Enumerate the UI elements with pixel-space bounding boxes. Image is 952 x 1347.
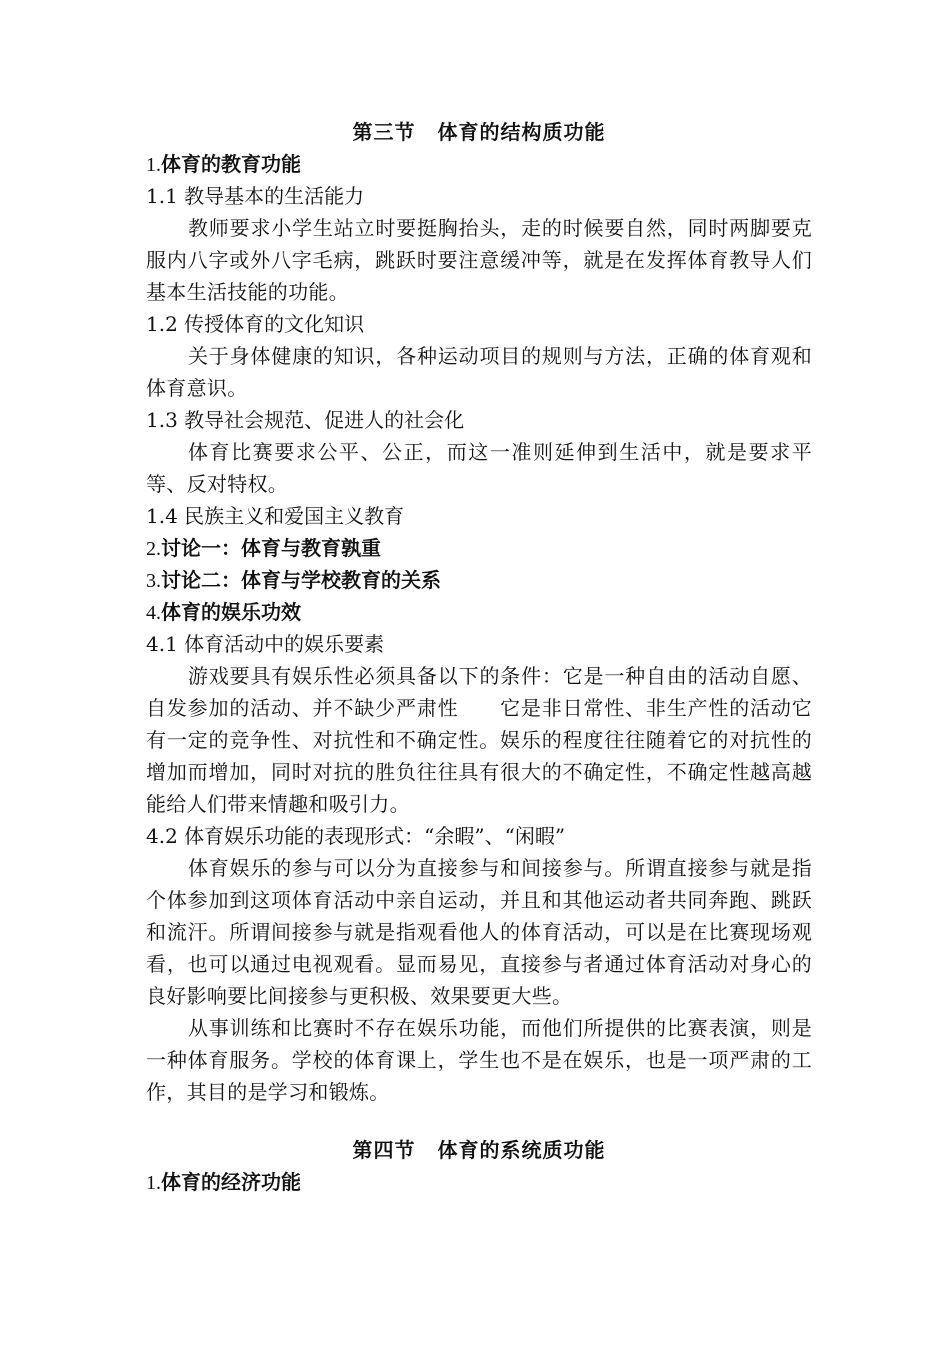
document-page (146, 116, 812, 1198)
heading-4: 4.体育的娱乐功效 (146, 600, 301, 624)
paragraph-1-2: 关于身体健康的知识，各种运动项目的规则与方法，正确的体育观和体育意识。 (146, 344, 812, 400)
subheading-4-1: 4.1 体育活动中的娱乐要素 (146, 632, 385, 656)
paragraph-4-2b: 从事训练和比赛时不存在娱乐功能，而他们所提供的比赛表演，则是一种体育服务。学校的体育课上，学生也不是在娱乐，也是一项严肃的工作，其目的是学习和锻炼。 (146, 1016, 812, 1104)
paragraph-1-1: 教师要求小学生站立时要挺胸抬头，走的时候要自然，同时两脚要克服内八字或外八字毛病，跳跃时要注意缓冲等，就是在发挥体育教导人们基本生活技能的功能。 (146, 216, 812, 304)
subheading-1-4: 1.4 民族主义和爱国主义教育 (146, 504, 405, 528)
heading-2: 2.讨论一：体育与教育孰重 (146, 536, 381, 560)
section-number: 第三节 (352, 120, 416, 144)
paragraph-4-1: 游戏要具有娱乐性必须具备以下的条件：它是一种自由的活动自愿、自发参加的活动、并不缺少严肃性 它是非日常性、非生产性的活动它有一定的竞争性、对抗性和不确定性。娱乐的程度往往随着它的对抗性的增加而增加，同时对抗的胜负往往具有很大的不确定性，不确定性越高越能给人们带来情趣和吸引力。 (146, 664, 812, 816)
heading-3: 3.讨论二：体育与学校教育的关系 (146, 568, 441, 592)
section-spacer (146, 1108, 812, 1134)
subheading-1-1: 1.1 教导基本的生活能力 (146, 184, 365, 208)
paragraph-1-3: 体育比赛要求公平、公正，而这一准则延伸到生活中，就是要求平等、反对特权。 (146, 440, 812, 496)
heading-4-1: 1.体育的经济功能 (146, 1170, 301, 1194)
section-number-4: 第四节 (352, 1138, 416, 1162)
section-title (146, 116, 812, 148)
section-name: 体育的结构质功能 (437, 120, 606, 144)
section-name-4: 体育的系统质功能 (437, 1138, 606, 1162)
section-title-4 (146, 1134, 812, 1166)
heading-1: 1.体育的教育功能 (146, 152, 301, 176)
subheading-4-2: 4.2 体育娱乐功能的表现形式：“余暇”、“闲暇” (146, 824, 566, 848)
paragraph-4-2a: 体育娱乐的参与可以分为直接参与和间接参与。所谓直接参与就是指个体参加到这项体育活动中亲自运动，并且和其他运动者共同奔跑、跳跃和流汗。所谓间接参与就是指观看他人的体育活动，可以是在比赛现场观看，也可以通过电视观看。显而易见，直接参与者通过体育活动对身心的良好影响要比间接参与更积极、效果要更大些。 (146, 856, 812, 1008)
subheading-1-2: 1.2 传授体育的文化知识 (146, 312, 365, 336)
subheading-1-3: 1.3 教导社会规范、促进人的社会化 (146, 408, 465, 432)
